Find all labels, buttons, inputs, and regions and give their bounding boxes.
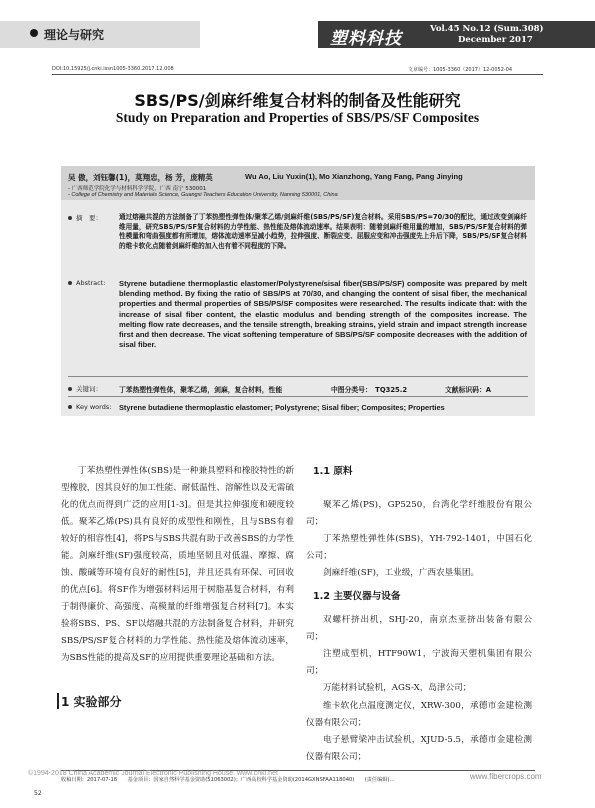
watermark: ©1994-2018 China Academic Journal Electronic Publishing House. www.cnki.net (28, 770, 278, 777)
section-label: 理论与研究 (44, 28, 105, 42)
bullet-icon (30, 29, 38, 37)
material-item: 丁苯热塑性弹性体(SBS)，YH-792-1401，中国石化公司； (306, 534, 532, 561)
bullet-icon (68, 405, 72, 409)
bullet-icon (68, 281, 72, 285)
equipment-item: 注塑成型机，HTF90W1，宁波海天塑机集团有限公司； (306, 649, 532, 676)
keywords-chinese: 丁苯热塑性弹性体，聚苯乙烯，剑麻，复合材料，性能 (119, 386, 283, 394)
article-number: 文章编号：1005-3360（2017）12-0052-04 (408, 67, 513, 73)
material-item: 聚苯乙烯(PS)，GP5250，台湾化学纤维股份有限公司； (306, 500, 532, 527)
subsection-heading: 1.2 主要仪器与设备 (313, 591, 401, 602)
watermark: www.fibercrops.com (470, 772, 542, 781)
keywords-label-cn: 关键词： (68, 384, 102, 393)
equipment-item: 双螺杆挤出机，SHJ-20，南京杰亚挤出装备有限公司； (306, 615, 532, 642)
bullet-icon (68, 216, 72, 220)
keywords-english: Styrene butadiene thermoplastic elastomer; Polystyrene; Sisal fiber; Composites; Properties (119, 403, 445, 412)
section-marker (57, 693, 59, 709)
abstract-chinese: 通过熔融共混的方法制备了丁苯热塑性弹性体/聚苯乙烯/剑麻纤维(SBS/PS/SF)复合材料。采用SBS/PS=70/30的配比，通过改变剑麻纤维用量，研究SBS/PS/SF复合材料的力学性能、热性能及熔体流动速率。结果表明：随着剑麻纤维用量的增加，SBS/PS/SF复合材料的弹性模量和弯曲强度都有所增加，熔体流动速率呈减小趋势，拉伸强度、断裂应变、屈服应变和冲击强度先上升后下降，SBS/PS/SF复合材料的维卡软化点随着剑麻纤维的加入也有着不同程度的下降。 (119, 213, 527, 250)
authors-chinese: 吴 傲，刘钰馨(1)，莫翔忠，杨 芳，庞精英 (68, 173, 213, 182)
journal-volume: Vol.45 No.12 (Sum.308) (430, 24, 544, 34)
abstract-label-cn: 摘 要： (68, 213, 102, 222)
title-english: Study on Preparation and Properties of SBS/PS/SF Composites (115, 110, 480, 125)
divider (68, 376, 528, 377)
clc-number: 中图分类号： TQ325.2 (331, 386, 408, 394)
equipment-item: 维卡软化点温度测定仪，XRW-300，承德市金建检测仪器有限公司； (306, 701, 532, 728)
section-heading: 1 实验部分 (61, 695, 122, 709)
bullet-icon (68, 387, 72, 391)
journal-name: 塑料科技 (330, 29, 402, 49)
material-item: 剑麻纤维(SF)，工业级，广西农垦集团。 (323, 568, 480, 578)
journal-date: December 2017 (458, 35, 533, 45)
affiliation-english: - College of Chemistry and Materials Science, Guangxi Teachers Education University, Nanning 530001, China (68, 192, 338, 198)
header-rule (52, 74, 543, 75)
equipment-item: 电子悬臂梁冲击试验机，XJUD-5.5，承德市金建检测仪器有限公司； (306, 735, 532, 762)
doi: DOI:10.15925/j.cnki.issn1005-3360.2017.12.008 (52, 66, 174, 72)
divider (68, 396, 528, 397)
affiliation-chinese: - 广西师范学院化学与材料科学学院，广西 南宁 530001 (68, 186, 207, 192)
title-chinese: SBS/PS/剑麻纤维复合材料的制备及性能研究 (134, 91, 461, 110)
abstract-label-en: Abstract: (68, 279, 105, 287)
footnote: 收稿日期：2017-07-18 基金项目：国家自然科学基金资助(51063002)；广西高校科学基金资助(2014GXNSFAA118040) (责任编辑)… (61, 777, 395, 783)
authors-english: Wu Ao, Liu Yuxin(1), Mo Xianzhong, Yang Fang, Pang Jinying (245, 172, 463, 181)
page-number: 52 (34, 790, 42, 797)
equipment-item: 万能材料试验机，AGS-X，岛津公司； (323, 683, 472, 693)
keywords-label-en: Key words: (68, 403, 111, 411)
abstract-english: Styrene butadiene thermoplastic elastomer/Polystyrene/sisal fiber(SBS/PS/SF) composite was prepared by melt blending method. By fixing the ratio of SBS/PS at 70/30, and changing the content of sisal fiber, the mechanical properties and thermal properties of SBS/PS/SF composites were researched. The results indicate that: with the increase of sisal fiber content, the elastic modulus and bending strength of the composites increase. The melting flow rate decreases, and the tensile strength, breaking strains, yield strain and impact strength increase first and then decrease. The vicat softening temperature of SBS/PS/SF composite decreases with the addition of sisal fiber. (119, 279, 527, 350)
intro-paragraph: 丁苯热塑性弹性体(SBS)是一种兼具塑料和橡胶特性的新型橡胶，因其良好的加工性能、耐低温性、溶解性以及无需硫化的优点而得到广泛的应用[1-3]。但是其拉伸强度和硬度较低。聚苯乙烯(PS)具有良好的成型性和刚性，且与SBS有着较好的相容性[4]，将PS与SBS共混有助于改善SBS的力学性能。剑麻纤维(SF)强度较高，质地坚韧且对低温、摩擦、腐蚀、酸碱等环境有良好的耐性[5]，并且还具有环保、可回收的优点[6]。将SF作为增强材料运用于树脂基复合材料，有利于制得廉价、高强度、高模量的纤维增强复合材料[7]。本实验将SBS、PS、SF以熔融共混的方法制备复合材料，并研究SBS/PS/SF复合材料的力学性能、热性能及熔体流动速率，为SBS性能的提高及SF的应用提供重要理论基础和方法。 (61, 466, 294, 663)
document-code: 文献标识码：A (445, 386, 492, 394)
subsection-heading: 1.1 原料 (313, 466, 353, 477)
